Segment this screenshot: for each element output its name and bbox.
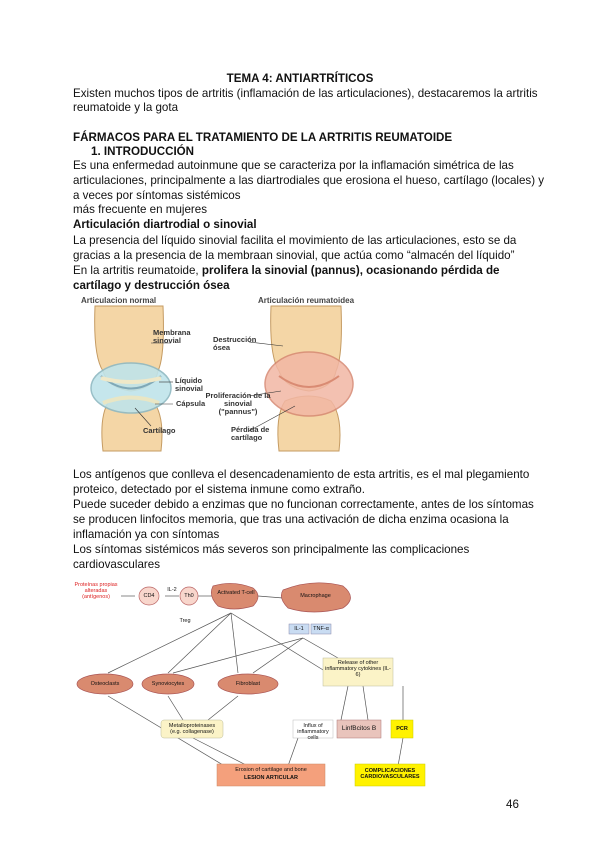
erosion-label: Erosion of cartilage and bone bbox=[235, 767, 307, 773]
joint-figure bbox=[73, 296, 383, 461]
il2-label: IL-2 bbox=[167, 587, 177, 593]
para3-line-2: cartílago y destrucción ósea bbox=[73, 279, 230, 292]
label-destruccion-osea: Destrucción ósea bbox=[213, 335, 257, 352]
label-perdida-cartilago: Pérdida de cartílago bbox=[231, 425, 270, 442]
synoviocytes-label: Synoviocytes bbox=[151, 681, 185, 687]
metalloproteinases-label: Metalloproteinases (e.g. collagenase) bbox=[168, 723, 216, 735]
para4-line-1: Los antígenos que conlleva el desencadenamiento de esta artritis, es el mal plegamiento bbox=[73, 468, 530, 481]
para4-line-7: cardiovasculares bbox=[73, 558, 160, 571]
para1-line-1: Es una enfermedad autoinmune que se caracteriza por la inflamación simétrica de las bbox=[73, 159, 514, 172]
normal-joint-title: Articulacion normal bbox=[81, 296, 157, 305]
label-liquido-sinovial: Líquido sinovial bbox=[175, 376, 203, 393]
joint-heading: Articulación diartrodial o sinovial bbox=[73, 218, 257, 231]
macrophage-label: Macrophage bbox=[300, 593, 331, 599]
page-number: 46 bbox=[506, 798, 519, 811]
fibroblast-label: Fibroblast bbox=[235, 681, 261, 687]
para4-line-3: Puede suceder debido a enzimas que no funcionan correctamente, antes de los síntomas bbox=[73, 498, 534, 511]
treg-label: Treg bbox=[179, 618, 191, 624]
para4-line-2: proteico, detectado por el sistema inmune como extraño. bbox=[73, 483, 365, 496]
linfocitos-b-label: LinfBcitos B bbox=[341, 725, 377, 732]
label-membrana-sinovial: Membrana sinovial bbox=[153, 328, 191, 345]
joint-illustration bbox=[73, 296, 383, 461]
para1-line-2: articulaciones, principalmente a las diartrodiales que erosiona el hueso, cartílago (locales) y bbox=[73, 174, 545, 187]
lesion-articular-label: LESION ARTICULAR bbox=[244, 775, 298, 781]
para1-line-3: a veces por síntomas sistémicos bbox=[73, 189, 241, 202]
label-cartilago: Cartílago bbox=[143, 426, 176, 435]
para1-line-4: más frecuente en mujeres bbox=[73, 203, 208, 216]
antigen-label: Proteínas propias alteradas (antígenos) bbox=[74, 582, 118, 600]
para3-bold: prolifera la sinovial (pannus), ocasionando pérdida de bbox=[201, 264, 500, 277]
intro-line-2: reumatoide y la gota bbox=[73, 101, 179, 114]
label-capsula: Cápsula bbox=[176, 399, 206, 408]
tnf-label: TNF-α bbox=[313, 626, 329, 632]
il1-label: IL-1 bbox=[294, 626, 304, 632]
para4-line-6: Los síntomas sistémicos más severos son principalmente las complicaciones bbox=[73, 543, 470, 556]
para2-line-2: gracias a la presencia de la membraan sinovial, que actúa como “almacén del líquido” bbox=[73, 249, 515, 262]
activated-tcell-label: Activated T-cell bbox=[217, 590, 255, 596]
intro-line-1: Existen muchos tipos de artritis (inflamación de las articulaciones), destacaremos la artritis bbox=[73, 87, 538, 100]
cd4-label: CD4 bbox=[143, 593, 155, 599]
pcr-label: PCR bbox=[396, 726, 408, 732]
complicaciones-label: COMPLICACIONES CARDIOVASCULARES bbox=[360, 768, 420, 780]
ra-joint-title: Articulación reumatoidea bbox=[258, 296, 355, 305]
influx-label: Influx of inflammatory cells bbox=[297, 723, 329, 741]
th0-label: Th0 bbox=[184, 593, 194, 599]
para3-plain: En la artritis reumatoide, bbox=[73, 264, 202, 277]
pathway-figure bbox=[73, 578, 431, 794]
para4-line-4: se producen linfocitos memoria, que tras una activación de dicha enzima ocasiona la bbox=[73, 513, 509, 526]
label-proliferacion-sinovial: Proliferación de la sinovial ("pannus") bbox=[205, 391, 271, 416]
section-heading: FÁRMACOS PARA EL TRATAMIENTO DE LA ARTRITIS REUMATOIDE bbox=[73, 131, 453, 144]
ra-joint-drawing bbox=[265, 306, 353, 451]
document-title: TEMA 4: ANTIARTRÍTICOS bbox=[226, 72, 374, 85]
subsection-heading: 1. INTRODUCCIÓN bbox=[91, 145, 195, 158]
para4-line-5: inflamación ya con síntomas bbox=[73, 528, 220, 541]
para3-line-1 bbox=[73, 264, 500, 278]
osteoclasts-label: Osteoclasts bbox=[90, 681, 120, 687]
release-cytokines-label: Release of other inflammatory cytokines (IL-6) bbox=[325, 660, 391, 678]
para2-line-1: La presencia del líquido sinovial facilita el movimiento de las articulaciones, esto se da bbox=[73, 234, 517, 247]
